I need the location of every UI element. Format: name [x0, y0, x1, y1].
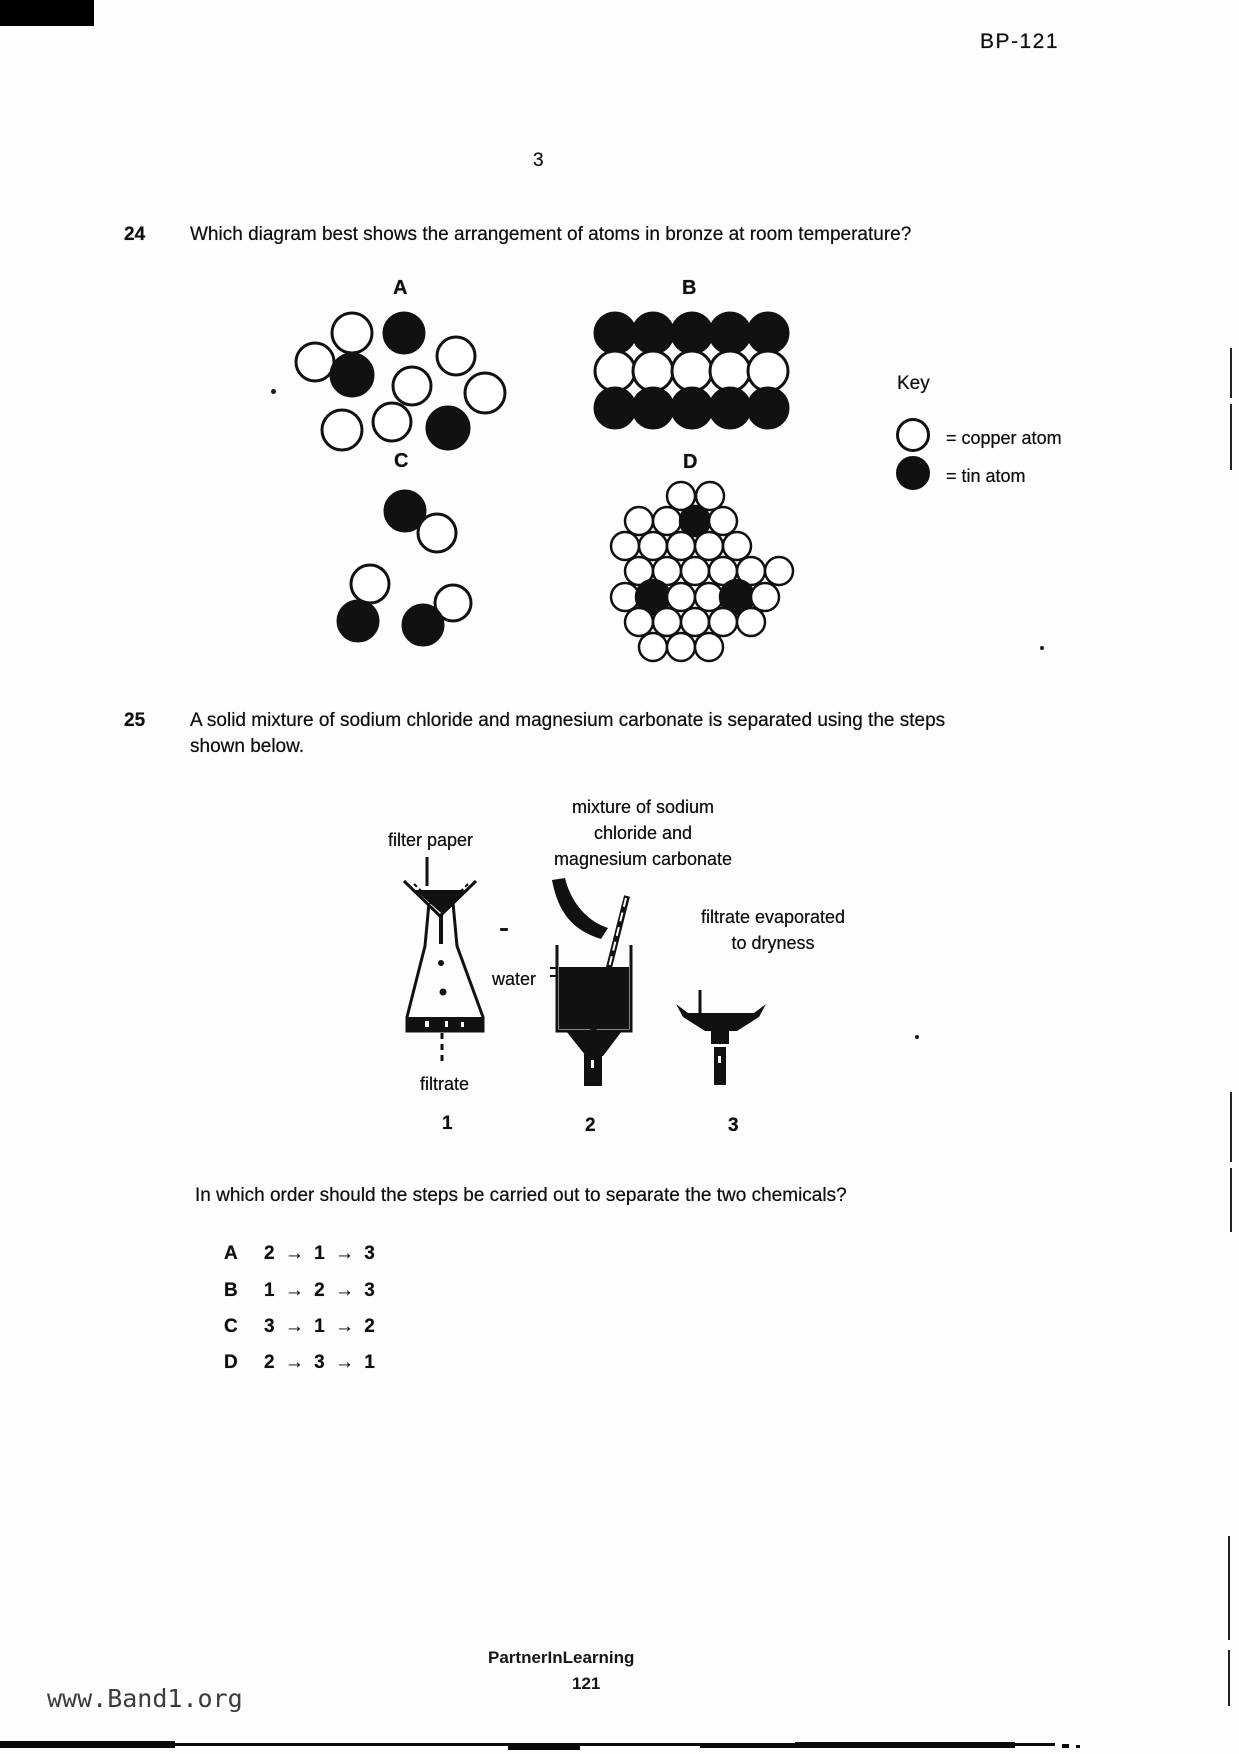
copper-atom	[667, 482, 695, 510]
tin-atom	[680, 506, 710, 536]
evaporating-dish-icon	[676, 1004, 766, 1031]
copper-atom	[595, 351, 635, 391]
key-tin-label: = tin atom	[946, 466, 1026, 486]
copper-atom	[709, 507, 737, 535]
copper-atom	[611, 583, 639, 611]
flask-liquid-highlight	[461, 1022, 464, 1027]
copper-atom	[322, 410, 362, 450]
q25-text-line1: A solid mixture of sodium chloride and magnesium carbonate is separated using the steps	[190, 710, 946, 731]
q25-text-line2: shown below.	[190, 736, 305, 757]
tin-atom	[710, 313, 750, 353]
copper-atom	[351, 565, 389, 603]
dish-stand-highlight	[718, 1056, 721, 1063]
copper-atom	[765, 557, 793, 585]
copper-atom	[751, 583, 779, 611]
scan-edge-mark	[1230, 404, 1232, 470]
filtration-apparatus-drawing	[404, 857, 483, 1064]
scan-speck	[271, 389, 276, 394]
copper-atom	[710, 351, 750, 391]
copper-atom	[737, 557, 765, 585]
tin-atom	[633, 388, 673, 428]
drip-dot	[438, 960, 444, 966]
option-d-letter: D	[224, 1352, 238, 1373]
copper-atom	[695, 583, 723, 611]
beaker-icon	[557, 945, 631, 1031]
scan-edge-mark	[1228, 1650, 1230, 1706]
tin-atom	[338, 601, 378, 641]
stirring-rod-icon	[593, 896, 627, 1031]
evaporation-apparatus-drawing	[676, 990, 766, 1085]
tin-atom	[385, 491, 425, 531]
copper-atom	[633, 351, 673, 391]
copper-atom	[435, 585, 471, 621]
option-b-sequence: 1 → 2 → 3	[264, 1280, 376, 1301]
scan-edge-mark	[1230, 348, 1232, 398]
tin-atom	[331, 354, 373, 396]
scan-bottom-line-segment	[795, 1742, 1015, 1748]
scan-edge-mark	[1228, 1536, 1230, 1640]
q24-number: 24	[124, 224, 146, 245]
footer-page-number: 121	[572, 1674, 601, 1693]
copper-atom	[418, 514, 456, 552]
filtrate-label: filtrate	[420, 1074, 470, 1094]
tin-atom	[595, 313, 635, 353]
evaporate-label-line2: to dryness	[731, 933, 815, 953]
tin-atom-icon	[896, 456, 930, 490]
filter-contents	[415, 890, 466, 913]
copper-atom	[296, 343, 334, 381]
copper-atom	[695, 633, 723, 661]
q25-number: 25	[124, 710, 146, 731]
tin-atom	[427, 407, 469, 449]
copper-atom	[667, 583, 695, 611]
tin-atom	[595, 388, 635, 428]
mixture-label-line2: chloride and	[593, 823, 693, 843]
tin-atom	[403, 605, 443, 645]
copper-atom	[695, 532, 723, 560]
option-c-sequence: 3 → 1 → 2	[264, 1316, 376, 1337]
scan-speck	[500, 928, 508, 931]
funnel-icon	[404, 881, 476, 916]
evaporate-label-line1: filtrate evaporated	[700, 907, 846, 927]
scan-speck	[915, 1035, 919, 1039]
scan-bottom-line-segment	[700, 1743, 795, 1748]
mixture-label-line3: magnesium carbonate	[553, 849, 733, 869]
copper-atom	[681, 608, 709, 636]
scan-speck	[1040, 646, 1044, 650]
tin-atom	[672, 313, 712, 353]
copper-atom	[393, 367, 431, 405]
mixture-label-line1: mixture of sodium	[571, 797, 715, 817]
copper-atom	[373, 403, 411, 441]
tin-atom	[384, 313, 424, 353]
copper-atom	[709, 608, 737, 636]
key-title: Key	[897, 373, 930, 394]
copper-atom	[667, 532, 695, 560]
option-a-sequence: 2 → 1 → 3	[264, 1243, 376, 1264]
copper-atom	[625, 557, 653, 585]
diagram-a-label: A	[393, 277, 408, 299]
scan-bottom-line-segment	[508, 1744, 580, 1750]
tin-atom	[636, 580, 670, 614]
option-c-letter: C	[224, 1316, 238, 1337]
copper-atom	[681, 557, 709, 585]
copper-atom	[653, 507, 681, 535]
scan-edge-mark	[1230, 1168, 1232, 1232]
dish-stand-stem	[714, 1047, 726, 1085]
copper-atom	[653, 557, 681, 585]
scan-dot	[1076, 1745, 1080, 1748]
tin-atom	[672, 388, 712, 428]
flask-liquid	[407, 1017, 483, 1031]
mixture-label	[533, 794, 753, 872]
step-3-number: 3	[728, 1115, 739, 1136]
q24-text: Which diagram best shows the arrangement of atoms in bronze at room temperature?	[190, 224, 912, 245]
scan-dot	[1062, 1744, 1069, 1748]
beaker-base	[566, 1031, 622, 1056]
option-b-letter: B	[224, 1280, 238, 1301]
copper-atom	[332, 313, 372, 353]
copper-atom	[723, 532, 751, 560]
tin-atom	[748, 313, 788, 353]
spatula-icon	[552, 878, 608, 939]
stirring-rod-highlight	[594, 898, 626, 1029]
scan-bottom-line-segment	[0, 1741, 175, 1748]
copper-atom	[625, 507, 653, 535]
diagram-d-label: D	[683, 451, 698, 473]
copper-atom	[625, 608, 653, 636]
conical-flask-icon	[407, 903, 483, 1031]
copper-atom	[748, 351, 788, 391]
atoms-layer	[296, 313, 793, 661]
tin-atom	[748, 388, 788, 428]
copper-atom	[437, 337, 475, 375]
copper-atom	[465, 373, 505, 413]
copper-atom	[653, 608, 681, 636]
q25-question: In which order should the steps be carried out to separate the two chemicals?	[195, 1185, 847, 1206]
footer-brand: PartnerInLearning	[488, 1648, 635, 1667]
filter-paper-icon	[414, 884, 468, 910]
beaker-stem-highlight	[591, 1060, 594, 1068]
drip-dot	[440, 989, 447, 996]
copper-atom	[639, 532, 667, 560]
option-a-letter: A	[224, 1243, 238, 1264]
tin-atom	[720, 580, 754, 614]
copper-atom	[667, 633, 695, 661]
copper-atom	[672, 351, 712, 391]
tin-atom	[710, 388, 750, 428]
step-2-number: 2	[585, 1115, 596, 1136]
evaporate-label	[688, 904, 858, 956]
doc-code: BP-121	[980, 30, 1060, 53]
water-label: water	[492, 969, 537, 989]
option-d-sequence: 2 → 3 → 1	[264, 1352, 376, 1373]
diagram-c-label: C	[394, 450, 409, 472]
flask-liquid-highlight	[445, 1021, 448, 1027]
scan-corner-bar	[0, 0, 94, 26]
key-copper-label: = copper atom	[946, 428, 1062, 448]
step-1-number: 1	[442, 1113, 453, 1134]
flask-liquid-highlight	[425, 1021, 429, 1027]
page-number: 3	[533, 150, 544, 171]
dish-stand-top	[711, 1031, 729, 1044]
beaker-stem	[584, 1054, 602, 1086]
beaker-water	[559, 967, 629, 1029]
tin-atom	[633, 313, 673, 353]
copper-atom	[737, 608, 765, 636]
watermark: www.Band1.org	[47, 1684, 243, 1713]
diagram-b-label: B	[682, 277, 697, 299]
copper-atom	[696, 482, 724, 510]
filter-paper-label: filter paper	[388, 830, 474, 850]
copper-atom-icon	[896, 418, 930, 452]
copper-atom	[709, 557, 737, 585]
mixing-apparatus-drawing	[550, 878, 631, 1086]
copper-atom	[639, 633, 667, 661]
scan-edge-mark	[1230, 1092, 1232, 1162]
copper-atom	[611, 532, 639, 560]
